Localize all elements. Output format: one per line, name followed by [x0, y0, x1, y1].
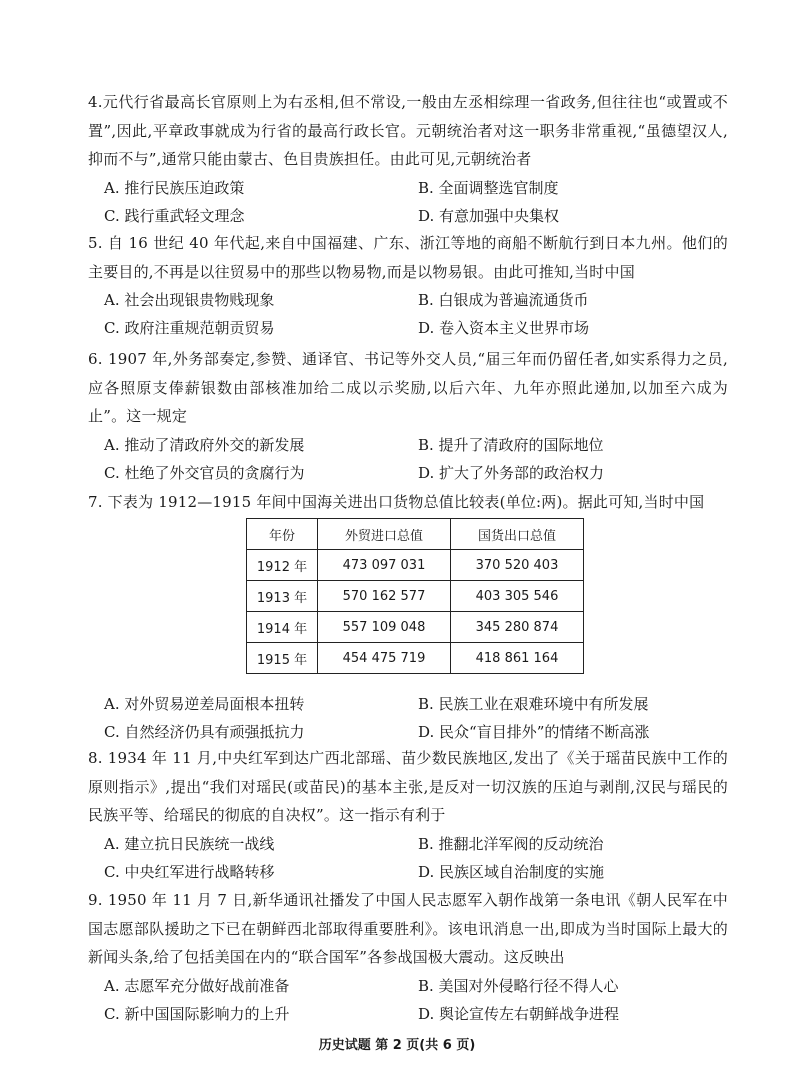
- option-b: B. 推翻北洋军阀的反动统治: [418, 834, 604, 853]
- option-c: C. 中央红军进行战略转移: [104, 862, 275, 881]
- table-cell: 403 305 546: [451, 581, 584, 612]
- option-b: B. 美国对外侵略行径不得人心: [418, 976, 619, 995]
- question-stem: 4.元代行省最高长官原则上为右丞相,但不常设,一般由左丞相综理一省政务,但往往也“或置或不置”,因此,平章政事就成为行省的最高行政长官。元朝统治者对这一职务非常重视,“虽德望汉人,抑而不与”,通常只能由蒙古、色目贵族担任。由此可见,元朝统治者: [88, 93, 728, 168]
- options: [88, 972, 708, 1028]
- table-header: 国货出口总值: [451, 519, 584, 550]
- option-d: D. 民众“盲目排外”的情绪不断高涨: [418, 723, 650, 741]
- option-a: A. 对外贸易逆差局面根本扭转: [104, 695, 305, 713]
- question-8: [88, 744, 728, 886]
- options: [88, 830, 708, 886]
- option-b: B. 民族工业在艰难环境中有所发展: [418, 695, 649, 713]
- table-cell: 1915 年: [247, 643, 318, 674]
- question-stem: 7. 下表为 1912—1915 年间中国海关进出口货物总值比较表(单位:两)。据此可知,当时中国: [88, 493, 705, 511]
- table-header: 外贸进口总值: [318, 519, 451, 550]
- question-9: [88, 886, 728, 1028]
- table-cell: 418 861 164: [451, 643, 584, 674]
- table-header-row: [247, 519, 584, 550]
- option-d: D. 有意加强中央集权: [418, 206, 560, 225]
- option-c: C. 践行重武轻文理念: [104, 206, 245, 225]
- option-b: B. 提升了清政府的国际地位: [418, 435, 604, 454]
- table-row: [247, 643, 584, 674]
- table-row: [247, 612, 584, 643]
- option-a: A. 志愿军充分做好战前准备: [104, 976, 290, 995]
- table-cell: 345 280 874: [451, 612, 584, 643]
- option-d: D. 民族区域自治制度的实施: [418, 862, 605, 881]
- question-stem: 6. 1907 年,外务部奏定,参赞、通译官、书记等外交人员,“届三年而仍留任者,如实系得力之员,应各照原支俸薪银数由部核准加给二成以示奖励,以后六年、九年亦照此递加,以加至六成为止”。这一规定: [88, 350, 728, 425]
- table-header: 年份: [247, 519, 318, 550]
- question-4: [88, 88, 728, 230]
- question-5: [88, 229, 728, 342]
- option-a: A. 社会出现银贵物贱现象: [104, 291, 275, 309]
- table-row: [247, 550, 584, 581]
- options: [88, 286, 708, 342]
- question-stem: 5. 自 16 世纪 40 年代起,来自中国福建、广东、浙江等地的商船不断航行到日本九州。他们的主要目的,不再是以往贸易中的那些以物易物,而是以物易银。由此可推知,当时中国: [88, 234, 728, 281]
- table-cell: 1913 年: [247, 581, 318, 612]
- table-cell: 1914 年: [247, 612, 318, 643]
- options: [88, 690, 708, 746]
- option-b: B. 白银成为普遍流通货币: [418, 291, 589, 309]
- option-b: B. 全面调整选官制度: [418, 178, 559, 197]
- table-cell: 1912 年: [247, 550, 318, 581]
- option-a: A. 推行民族压迫政策: [104, 178, 245, 197]
- options: [88, 431, 708, 487]
- option-c: C. 杜绝了外交官员的贪腐行为: [104, 463, 305, 482]
- option-a: A. 推动了清政府外交的新发展: [104, 435, 305, 454]
- option-d: D. 舆论宣传左右朝鲜战争进程: [418, 1004, 620, 1023]
- option-c: C. 新中国国际影响力的上升: [104, 1004, 290, 1023]
- question-7-options: [88, 690, 728, 746]
- option-c: C. 自然经济仍具有顽强抵抗力: [104, 723, 305, 741]
- table-cell: 570 162 577: [318, 581, 451, 612]
- question-6: [88, 345, 728, 487]
- option-d: D. 卷入资本主义世界市场: [418, 319, 590, 337]
- option-a: A. 建立抗日民族统一战线: [104, 834, 275, 853]
- table-cell: 454 475 719: [318, 643, 451, 674]
- option-d: D. 扩大了外务部的政治权力: [418, 463, 605, 482]
- table-row: [247, 581, 584, 612]
- table-cell: 370 520 403: [451, 550, 584, 581]
- question-stem: 9. 1950 年 11 月 7 日,新华通讯社播发了中国人民志愿军入朝作战第一条电讯《朝人民军在中国志愿部队援助之下已在朝鲜西北部取得重要胜利》。该电讯消息一出,即成为当时国际上最大的新闻头条,给了包括美国在内的“联合国军”各参战国极大震动。这反映出: [88, 891, 728, 966]
- option-c: C. 政府注重规范朝贡贸易: [104, 319, 275, 337]
- table-cell: 557 109 048: [318, 612, 451, 643]
- options: [88, 174, 708, 230]
- question-7: [88, 488, 728, 517]
- question-stem: 8. 1934 年 11 月,中央红军到达广西北部瑶、苗少数民族地区,发出了《关于瑶苗民族中工作的原则指示》,提出“我们对瑶民(或苗民)的基本主张,是反对一切汉族的压迫与剥削,汉民与瑶民的民族平等、给瑶民的彻底的自决权”。这一指示有利于: [88, 749, 728, 824]
- table-cell: 473 097 031: [318, 550, 451, 581]
- trade-table: [246, 518, 584, 674]
- page-footer: 历史试题 第 2 页(共 6 页): [318, 1038, 476, 1053]
